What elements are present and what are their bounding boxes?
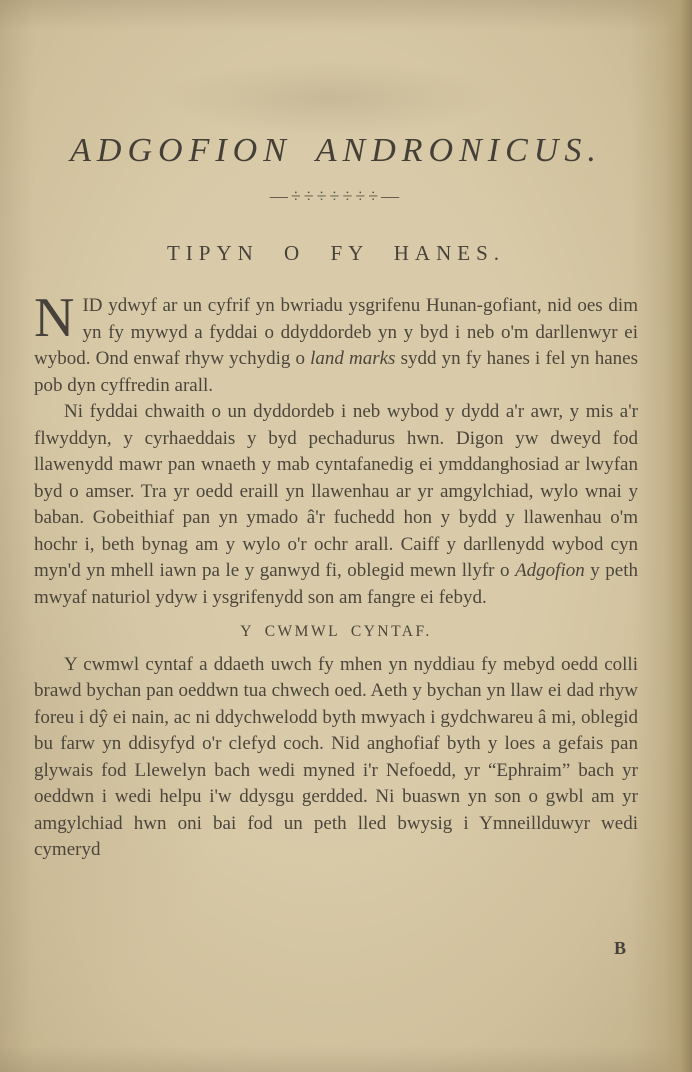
paragraph-2 — [34, 399, 638, 611]
signature-mark: B — [613, 938, 626, 958]
paragraph-1-text-end: sydd yn fy hanes i fel yn hanes pob dyn cyffredin arall. — [34, 348, 638, 396]
paragraph-2-text-start: Ni fyddai chwaith o un dyddordeb i neb wybod y dydd a'r awr, y mis a'r flwyddyn, y cyrhaeddais y byd pechadurus hwn. Digon yw dweyd fod llawenydd mawr pan wnaeth y mab cyntafanedig ei ymddanghosiad ar lwyfan byd o amser. Tra yr oedd eraill yn llawenhau ar yr amgylchiad, wylo wnai y baban. Gobeithiaf pan yn ymado â'r fuchedd hon y bydd y llawenhau o'm hochr i, beth bynag am y wylo o'r ochr arall. Caiff y darllenydd wybod cyn myn'd yn mhell iawn pa le y ganwyd fi, oblegid mewn llyfr o — [34, 401, 638, 581]
paragraph-1-italic-phrase: land marks — [310, 348, 396, 369]
dropcap-initial: N — [34, 287, 75, 349]
paragraph-2-text-end: y peth mwyaf naturiol ydyw i ysgrifenydd son am fangre ei febyd. — [34, 560, 639, 608]
chapter-heading: TIPYN O FY HANES. — [166, 241, 506, 265]
body-text — [34, 287, 639, 864]
book-title: ADGOFION ANDRONICUS. — [70, 132, 602, 169]
paragraph-1-text-start: ID ydwyf ar un cyfrif yn bwriadu ysgrifenu Hunan-gofiant, nid oes dim yn fy mywyd a fyddai o ddyddordeb yn y byd i neb o'm darllenwyr ei wybod. Ond enwaf rhyw ychydig o — [34, 295, 638, 369]
section-subheading: Y CWMWL CYNTAF. — [240, 623, 432, 640]
paragraph-1 — [34, 287, 638, 399]
text-column — [34, 132, 638, 864]
paragraph-3: Y cwmwl cyntaf a ddaeth uwch fy mhen yn nyddiau fy mebyd oedd colli brawd bychan pan oeddwn tua chwech oed. Aeth y bychan yn llaw ei dad rhyw foreu i dŷ ei nain, ac ni ddychwelodd byth mwyach i gydchwareu â mi, oblegid bu farw yn ddisyfyd o'r clefyd coch. Nid anghofiaf byth y loes a gefais pan glywais fod Llewelyn bach wedi myned i'r Nefoedd, yr “Ephraim” bach yr oeddwn i wedi helpu i'w ddysgu gerdded. Ni buaswn yn son o gwbl am yr amgylchiad hwn oni bai fod un peth lled bwysig i Ymneillduwyr wedi cymeryd — [34, 653, 638, 860]
paragraph-2-italic-phrase: Adgofion — [515, 560, 585, 581]
ornamental-divider: —÷÷÷÷÷÷÷— — [269, 186, 403, 206]
